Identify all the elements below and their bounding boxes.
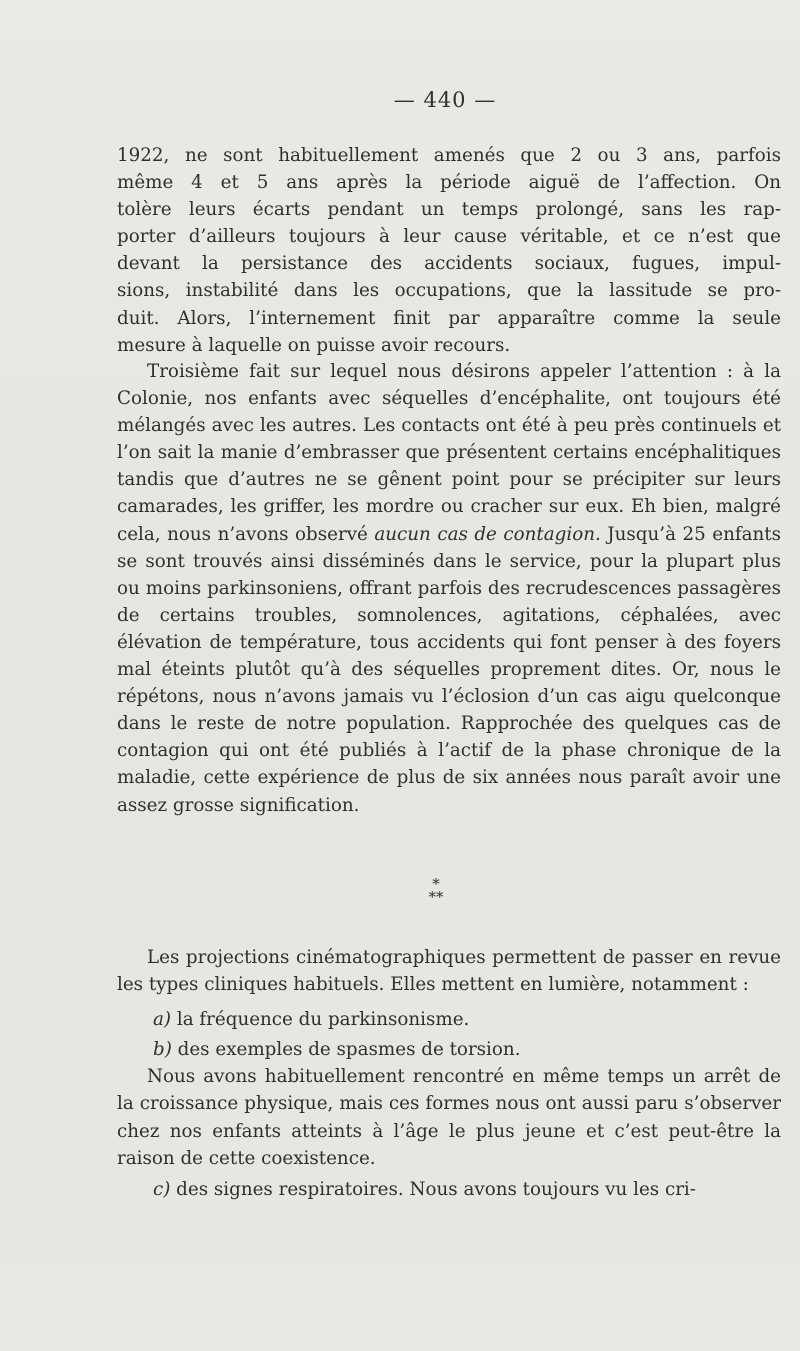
paragraph-4: Nous avons habituellement rencontré en même temps un arrêt de la croissance physique, mais ces formes nous ont aussi paru s’observer chez nos enfants atteints à l’âge le plus jeune et c’est peut-être la raison de cette coexistence. — [117, 1066, 781, 1169]
paragraph-1-line: mesure à laquelle on puisse avoir recours. — [117, 334, 511, 356]
list-text-b: des exemples de spasmes de torsion. — [171, 1039, 521, 1061]
paragraph-1-line: tolère leurs écarts pendant un temps prolongé, sans les rap- — [117, 199, 781, 221]
paragraph-1-line: duit. Alors, l’internement finit par apparaître comme la seule — [117, 307, 781, 329]
list-marker-a: a) — [153, 1009, 172, 1031]
paragraph-1 — [117, 142, 781, 359]
asterism-bottom: ** — [428, 888, 444, 906]
list-text-a: la fréquence du parkinsonisme. — [171, 1009, 470, 1031]
page-number: — 440 — — [393, 88, 497, 112]
paragraph-continuation — [117, 142, 781, 359]
paragraph-2 — [117, 358, 781, 819]
asterism-top: * — [432, 875, 440, 893]
paragraph-1-line: même 4 et 5 ans après la période aiguë de l’affection. On — [117, 172, 781, 194]
asterism-separator — [0, 875, 800, 906]
list-item-b — [117, 1036, 781, 1063]
paragraph-3-block — [117, 944, 781, 1203]
paragraph-1-line: sions, instabilité dans les occupations, que la lassitude se pro- — [117, 280, 781, 302]
paragraph-1-line: porter d’ailleurs toujours à leur cause véritable, et ce n’est que — [117, 226, 781, 248]
paragraph-3: Les projections cinématographiques permettent de passer en revue les types cliniques habituels. Elles mettent en lumière, notamment : — [117, 947, 781, 996]
list-item-a — [117, 1006, 781, 1033]
paragraph-2-block — [117, 358, 781, 819]
list-marker-b: b) — [153, 1039, 172, 1061]
paragraph-2-part-2: . Jusqu’à 25 enfants se sont trouvés ainsi disséminés dans le service, pour la plupart plus ou moins parkinsoniens, offrant parfois des recrudescences passagères de certains troubles, somnolences, agitations, céphalées, avec élévation de température, tous accidents qui font penser à des foyers mal éteints plutôt qu’à des séquelles proprement dites. Or, nous le répétons, nous n’avons jamais vu l’éclosion d’un cas aigu quelconque dans le reste de notre population. Rapprochée des quelques cas de contagion qui ont été publiés à l’actif de la phase chronique de la maladie, cette expérience de plus de six années nous paraît avoir une assez grosse signification. — [117, 523, 782, 816]
list-text-c: des signes respiratoires. Nous avons toujours vu les cri- — [170, 1178, 696, 1200]
list-marker-c: c) — [153, 1178, 171, 1200]
paragraph-2-part-1: Troisième fait sur lequel nous désirons appeler l’attention : à la Colonie, nos enfants avec séquelles d’encéphalite, ont toujours été mélangés avec les autres. Les contacts ont été à peu près continuels et l’on sait la manie d’embrasser que présentent certains encéphalitiques tandis que d’autres ne se gênent point pour se précipiter sur leurs camarades, les griffer, les mordre ou cracher sur eux. Eh bien, malgré cela, nous n’avons observé — [117, 361, 781, 545]
paragraph-1-line: 1922, ne sont habituellement amenés que 2 ou 3 ans, parfois — [117, 145, 781, 166]
paragraph-1-line: devant la persistance des accidents sociaux, fugues, impul- — [117, 253, 781, 275]
paragraph-2-italic: aucun cas de contagion — [374, 523, 595, 545]
list-item-c — [117, 1176, 781, 1203]
